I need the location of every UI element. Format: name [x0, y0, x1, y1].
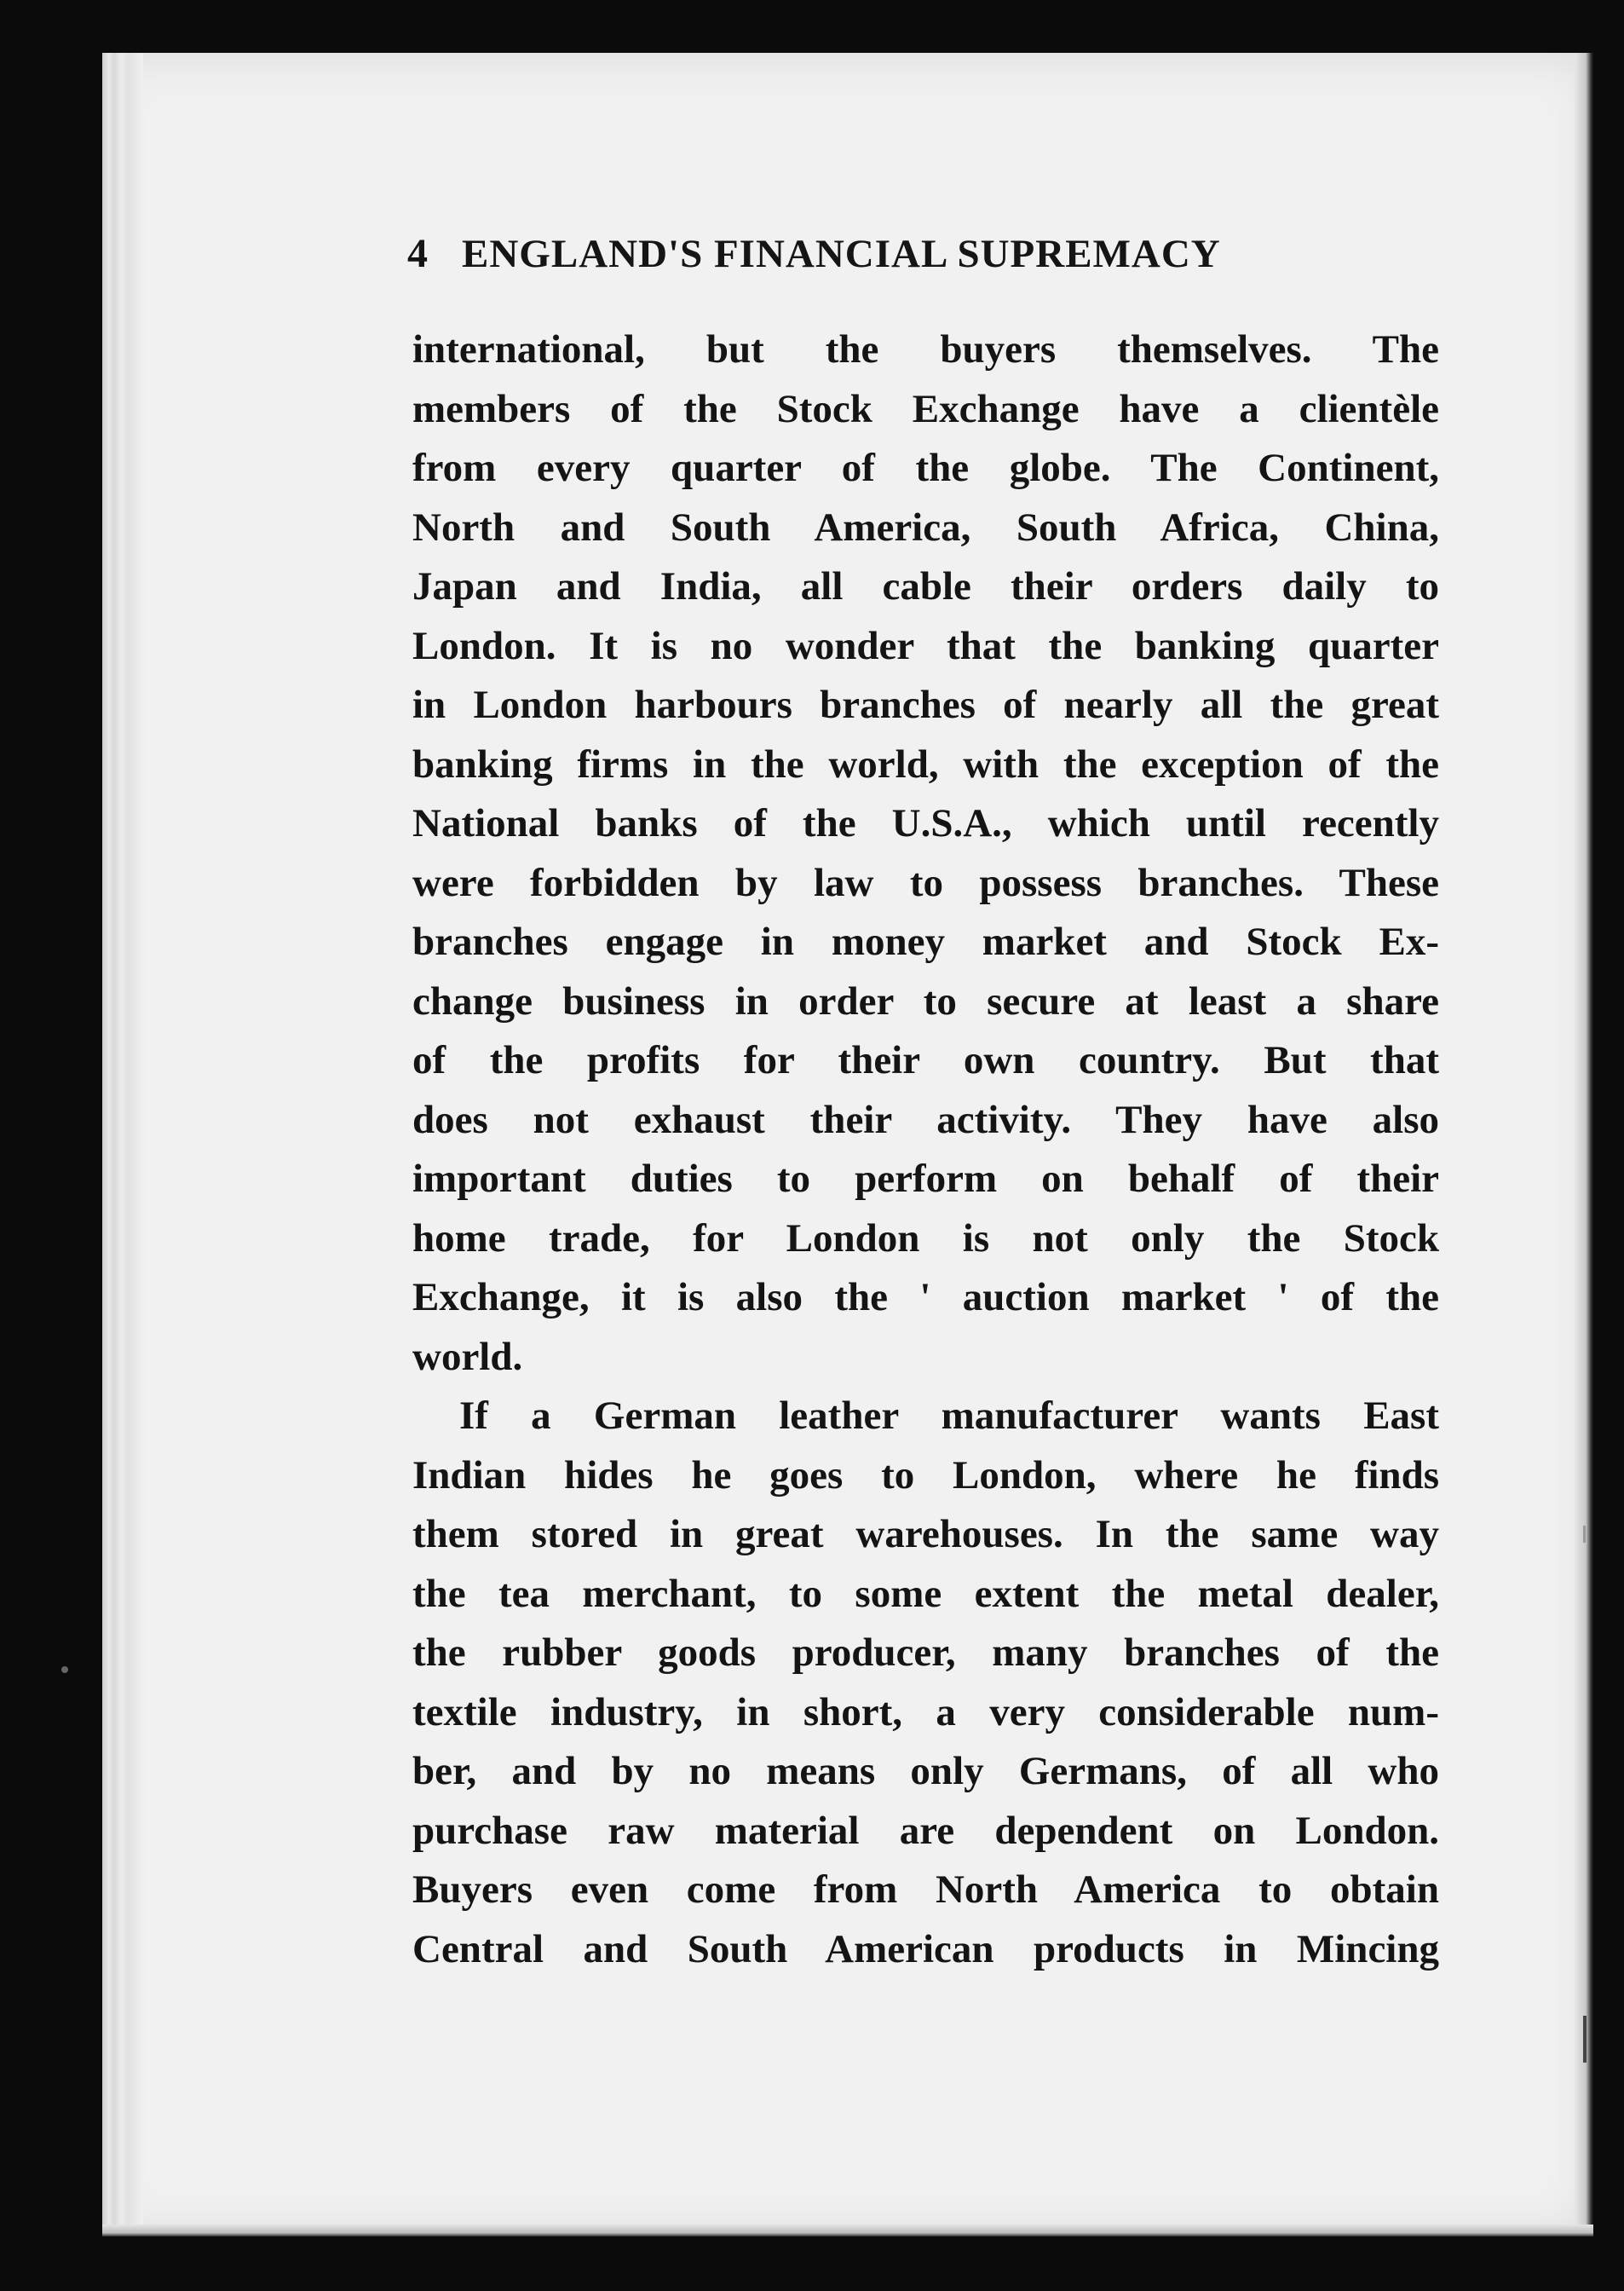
text-line: important duties to perform on behalf of their	[412, 1157, 1439, 1201]
text-line: international, but the buyers themselves. The	[412, 327, 1439, 372]
text-line: them stored in great warehouses. In the same way	[412, 1512, 1439, 1556]
scan-artifact	[1583, 1526, 1586, 1543]
paragraph-2	[412, 1387, 1439, 1979]
text-line: National banks of the U.S.A., which until recently	[412, 801, 1439, 845]
text-line: members of the Stock Exchange have a clientèle	[412, 386, 1439, 431]
text-line: in London harbours branches of nearly all the great	[412, 683, 1439, 727]
text-line: Buyers even come from North America to obtain	[412, 1867, 1439, 1912]
scan-artifact	[1583, 2016, 1587, 2063]
text-line: textile industry, in short, a very considerable num-	[412, 1689, 1439, 1734]
body-text	[412, 320, 1439, 1979]
text-line: Indian hides he goes to London, where he finds	[412, 1452, 1439, 1498]
text-line: the rubber goods producer, many branches of the	[412, 1630, 1439, 1675]
text-line: ber, and by no means only Germans, of all who	[412, 1749, 1439, 1793]
running-title: ENGLAND'S FINANCIAL SUPREMACY	[462, 232, 1221, 276]
page-bottom-edge	[102, 2225, 1593, 2236]
page-left-edge	[102, 53, 143, 2236]
text-line: the tea merchant, to some extent the metal dealer,	[412, 1571, 1439, 1616]
text-line: branches engage in money market and Stock Ex-	[412, 920, 1439, 964]
text-line: home trade, for London is not only the Stock	[412, 1215, 1439, 1261]
text-line: purchase raw material are dependent on London.	[412, 1808, 1439, 1853]
scan-artifact	[61, 1666, 68, 1673]
text-line: Central and South American products in Mincing	[412, 1926, 1439, 1971]
page-header	[407, 230, 1345, 298]
text-line: were forbidden by law to possess branches. These	[412, 860, 1439, 905]
text-line: world.	[412, 1334, 523, 1379]
text-line: Japan and India, all cable their orders daily to	[412, 564, 1439, 609]
text-line: Exchange, it is also the ' auction market ' of the	[412, 1275, 1439, 1319]
text-line: London. It is no wonder that the banking quarter	[412, 623, 1439, 668]
text-line: from every quarter of the globe. The Continent,	[412, 446, 1439, 490]
text-line: banking firms in the world, with the exception of the	[412, 742, 1439, 787]
page-right-edge	[1575, 53, 1593, 2236]
text-line: of the profits for their own country. But that	[412, 1038, 1439, 1082]
text-line: does not exhaust their activity. They have also	[412, 1097, 1439, 1142]
text-line: If a German leather manufacturer wants East	[459, 1394, 1439, 1438]
text-line: change business in order to secure at least a share	[412, 978, 1439, 1024]
text-line: North and South America, South Africa, China,	[412, 505, 1439, 550]
paragraph-1	[412, 320, 1439, 1387]
page-number: 4	[407, 231, 428, 276]
